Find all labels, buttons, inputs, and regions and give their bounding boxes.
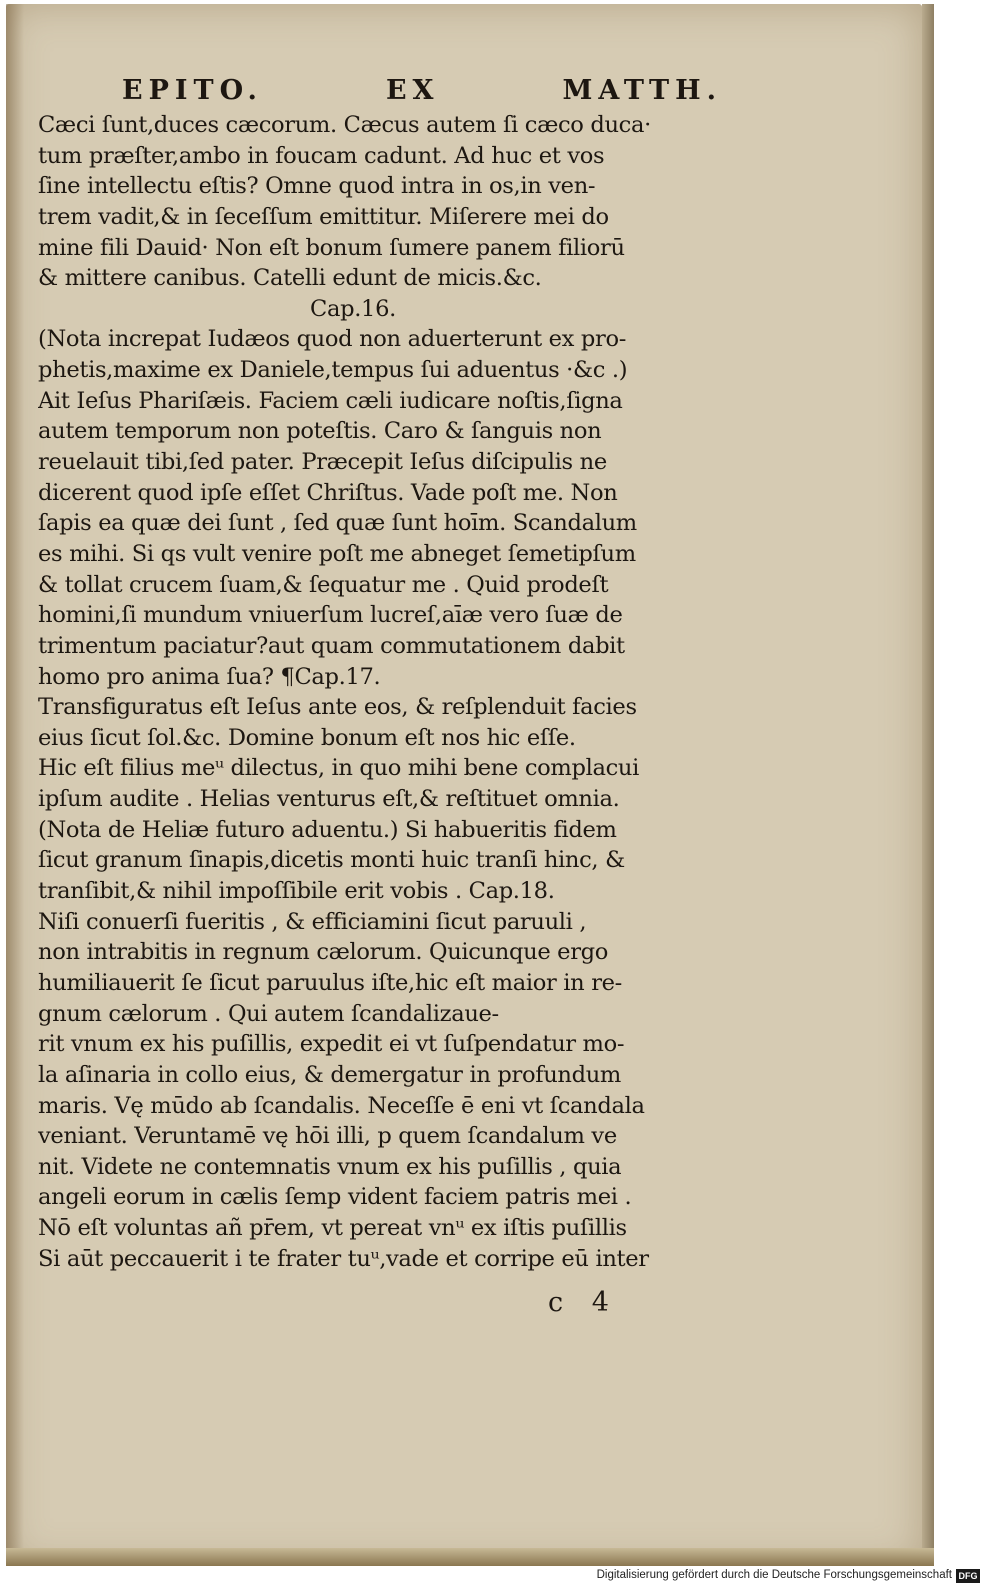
text-line: tum præſter,ambo in foucam cadunt. Ad huc et vos: [38, 142, 605, 169]
text-line: Hic eſt filius meᵘ dilectus, in quo mihi bene complacui: [38, 755, 639, 782]
text-line: veniant. Veruntamē vę hōi illi, p quem ſcandalum ve: [38, 1123, 617, 1150]
text-line: homini,ſi mundum vniuerſum lucreſ,aīæ vero ſuæ de: [38, 602, 623, 629]
footer-bar: [0, 1566, 1000, 1587]
text-line: humiliauerit ſe ſicut paruulus iſte,hic eſt maior in re-: [38, 969, 622, 996]
footer-credit: Digitalisierung gefördert durch die Deutsche Forschungsgemeinschaft: [596, 1569, 952, 1581]
running-head-right: MATTH.: [562, 75, 722, 106]
page-edge: [922, 4, 934, 1566]
text-line: gnum cælorum . Qui autem ſcandalizaue-: [38, 1000, 499, 1027]
text-line: reuelauit tibi,ſed pater. Præcepit Ieſus diſcipulis ne: [38, 449, 607, 476]
text-line: homo pro anima ſua? ¶Cap.17.: [38, 663, 381, 690]
text-line: trem vadit,& in ſeceſſum emittitur. Miſerere mei do: [38, 203, 609, 230]
text-line: nit. Videte ne contemnatis vnum ex his puſillis , quia: [38, 1153, 622, 1180]
chapter-heading: Cap.16.: [310, 295, 396, 322]
text-line: tranſibit,& nihil impoſſibile erit vobis . Cap.18.: [38, 878, 555, 905]
text-line: angeli eorum in cælis ſemp vident faciem patris mei .: [38, 1184, 632, 1211]
text-line: (Nota increpat Iudæos quod non aduerterunt ex pro-: [38, 326, 626, 353]
running-head-left: EPITO.: [122, 75, 263, 106]
text-line: phetis,maxime ex Daniele,tempus ſui aduentus ·&c .): [38, 357, 628, 384]
signature-mark: c 4: [548, 1287, 619, 1318]
page-bottom-edge: [6, 1548, 934, 1566]
text-line: Nō eſt voluntas añ pr̄em, vt pereat vnᵘ ex iſtis puſillis: [38, 1215, 627, 1242]
text-line: mine fili Dauid· Non eſt bonum ſumere panem filiorū: [38, 234, 625, 261]
text-line: non intrabitis in regnum cælorum. Quicunque ergo: [38, 939, 609, 966]
text-line: la aſinaria in collo eius, & demergatur in profundum: [38, 1061, 621, 1088]
text-line: ipſum audite . Helias venturus eſt,& reſtituet omnia.: [38, 786, 620, 813]
text-line: trimentum paciatur?aut quam commutationem dabit: [38, 632, 625, 659]
text-line: maris. Vę mūdo ab ſcandalis. Neceſſe ē eni vt ſcandala: [38, 1092, 645, 1119]
page-text-block: [38, 72, 738, 1274]
text-line: Ait Ieſus Phariſæis. Faciem cæli iudicare noſtis,ſigna: [38, 387, 623, 414]
text-line: ſine intellectu eſtis? Omne quod intra in os,in ven-: [38, 173, 596, 200]
text-line: Si aūt peccauerit i te frater tuᵘ,vade et corripe eū inter: [38, 1245, 649, 1272]
text-line: & mittere canibus. Catelli edunt de micis.&c.: [38, 265, 542, 292]
text-line: es mihi. Si qs vult venire poſt me abneget ſemetipſum: [38, 540, 636, 567]
text-line: dicerent quod ipſe eſſet Chriſtus. Vade poſt me. Non: [38, 479, 618, 506]
text-line: ſapis ea quæ dei ſunt , ſed quæ ſunt hoīm. Scandalum: [38, 510, 637, 537]
running-head: [38, 72, 738, 110]
text-line: rit vnum ex his puſillis, expedit ei vt ſuſpendatur mo-: [38, 1031, 625, 1058]
running-head-center: EX: [385, 75, 440, 106]
text-line: Cæci ſunt,duces cæcorum. Cæcus autem ſi cæco duca·: [38, 112, 651, 138]
text-line: Transfiguratus eſt Ieſus ante eos, & reſplenduit facies: [38, 694, 637, 721]
text-line: & tollat crucem ſuam,& ſequatur me . Quid prodeſt: [38, 571, 609, 598]
text-line: ſicut granum ſinapis,dicetis monti huic tranſi hinc, &: [38, 847, 625, 874]
dfg-logo-icon: DFG: [956, 1569, 980, 1583]
text-line: autem temporum non poteſtis. Caro & ſanguis non: [38, 418, 602, 445]
text-line: (Nota de Heliæ futuro aduentu.) Si habueritis fidem: [38, 816, 617, 843]
text-line: eius ſicut ſol.&c. Domine bonum eſt nos hic eſſe.: [38, 724, 576, 751]
text-line: Niſi conuerſi fueritis , & efficiamini ſicut paruuli ,: [38, 908, 587, 935]
